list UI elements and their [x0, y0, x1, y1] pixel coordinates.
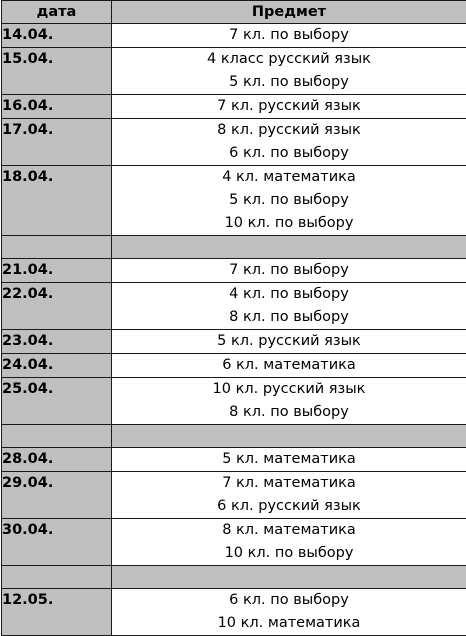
date-cell: 15.04.	[2, 48, 112, 95]
date-cell: 30.04.	[2, 519, 112, 566]
date-cell: 23.04.	[2, 330, 112, 354]
spacer-cell	[2, 236, 112, 259]
subject-item: 4 кл. по выбору	[112, 283, 466, 306]
subject-column-header: Предмет	[112, 1, 466, 24]
table-row	[2, 378, 466, 425]
spacer-cell	[2, 566, 112, 589]
table-row	[2, 330, 466, 354]
date-cell: 17.04.	[2, 119, 112, 166]
subject-item: 8 кл. математика	[112, 519, 466, 542]
spacer-row	[2, 236, 466, 259]
table-row	[2, 448, 466, 472]
subject-cell	[112, 24, 466, 48]
subject-item: 8 кл. русский язык	[112, 119, 466, 142]
subject-item: 4 кл. математика	[112, 166, 466, 189]
subject-item: 6 кл. русский язык	[112, 495, 466, 518]
subject-cell	[112, 448, 466, 472]
subject-item: 10 кл. математика	[112, 612, 466, 635]
subject-cell	[112, 283, 466, 330]
table-row	[2, 95, 466, 119]
table-row	[2, 166, 466, 236]
date-cell: 22.04.	[2, 283, 112, 330]
table-row	[2, 589, 466, 636]
date-column-header: дата	[2, 1, 112, 24]
schedule-body	[2, 24, 466, 636]
subject-item: 4 класс русский язык	[112, 48, 466, 71]
schedule-table	[1, 0, 466, 636]
subject-item: 5 кл. по выбору	[112, 189, 466, 212]
subject-item: 8 кл. по выбору	[112, 401, 466, 424]
subject-item: 5 кл. по выбору	[112, 71, 466, 94]
subject-item: 5 кл. русский язык	[112, 330, 466, 353]
date-cell: 24.04.	[2, 354, 112, 378]
subject-cell	[112, 330, 466, 354]
subject-item: 8 кл. по выбору	[112, 306, 466, 329]
subject-cell	[112, 354, 466, 378]
spacer-cell	[112, 566, 466, 589]
spacer-cell	[2, 425, 112, 448]
subject-item: 7 кл. математика	[112, 472, 466, 495]
table-row	[2, 519, 466, 566]
date-cell: 21.04.	[2, 259, 112, 283]
subject-item: 6 кл. по выбору	[112, 589, 466, 612]
subject-item: 7 кл. по выбору	[112, 259, 466, 282]
subject-cell	[112, 378, 466, 425]
date-cell: 28.04.	[2, 448, 112, 472]
subject-cell	[112, 48, 466, 95]
header-row	[2, 1, 466, 24]
subject-item: 5 кл. математика	[112, 448, 466, 471]
table-row	[2, 119, 466, 166]
subject-item: 10 кл. по выбору	[112, 542, 466, 565]
date-cell: 16.04.	[2, 95, 112, 119]
subject-item: 6 кл. математика	[112, 354, 466, 377]
subject-item: 7 кл. по выбору	[112, 24, 466, 47]
date-cell: 18.04.	[2, 166, 112, 236]
date-cell: 14.04.	[2, 24, 112, 48]
subject-item: 10 кл. русский язык	[112, 378, 466, 401]
subject-cell	[112, 472, 466, 519]
subject-cell	[112, 259, 466, 283]
subject-item: 10 кл. по выбору	[112, 212, 466, 235]
spacer-cell	[112, 236, 466, 259]
date-cell: 29.04.	[2, 472, 112, 519]
subject-cell	[112, 519, 466, 566]
table-row	[2, 48, 466, 95]
subject-cell	[112, 119, 466, 166]
table-row	[2, 354, 466, 378]
date-cell: 25.04.	[2, 378, 112, 425]
table-row	[2, 259, 466, 283]
subject-item: 6 кл. по выбору	[112, 142, 466, 165]
spacer-row	[2, 566, 466, 589]
spacer-cell	[112, 425, 466, 448]
spacer-row	[2, 425, 466, 448]
subject-cell	[112, 589, 466, 636]
subject-cell	[112, 166, 466, 236]
table-row	[2, 472, 466, 519]
subject-item: 7 кл. русский язык	[112, 95, 466, 118]
subject-cell	[112, 95, 466, 119]
table-row	[2, 283, 466, 330]
table-row	[2, 24, 466, 48]
date-cell: 12.05.	[2, 589, 112, 636]
